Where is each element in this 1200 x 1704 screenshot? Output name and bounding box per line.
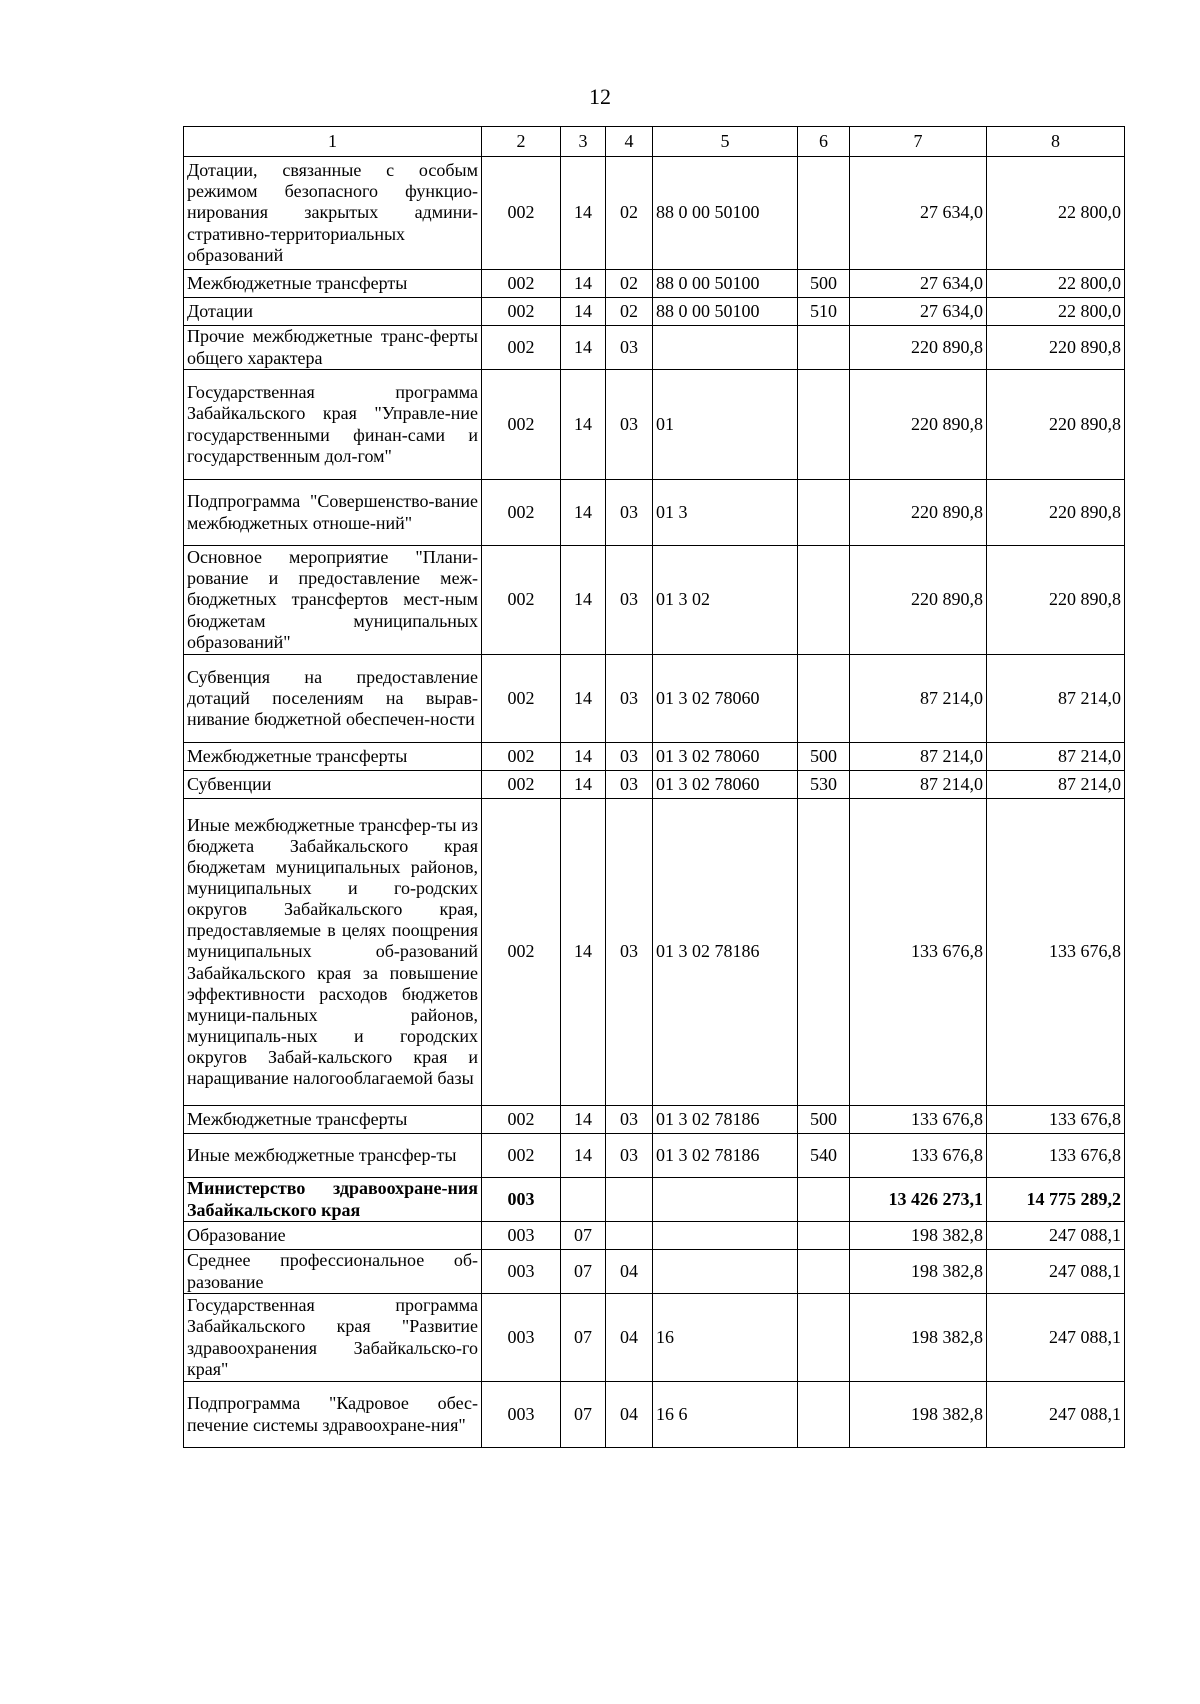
- target-article-cell: 88 0 00 50100: [653, 270, 798, 298]
- ministry-code-cell: 002: [482, 1106, 561, 1134]
- ministry-code-cell: 003: [482, 1178, 561, 1222]
- section-code-cell: 14: [561, 1134, 606, 1178]
- expense-type-cell: [798, 1294, 850, 1382]
- ministry-code-cell: 002: [482, 270, 561, 298]
- expense-type-cell: [798, 799, 850, 1106]
- expense-type-cell: [798, 157, 850, 270]
- expense-type-cell: [798, 370, 850, 480]
- section-code-cell: 07: [561, 1294, 606, 1382]
- expense-type-cell: 500: [798, 743, 850, 771]
- subsection-code-cell: 03: [606, 1134, 653, 1178]
- expense-type-cell: [798, 1250, 850, 1294]
- subsection-code-cell: 03: [606, 799, 653, 1106]
- row-name-cell: Подпрограмма "Кадровое обес-печение системы здравоохране-ния": [184, 1382, 482, 1448]
- section-code-cell: 14: [561, 157, 606, 270]
- amount-year2-cell: 87 214,0: [987, 771, 1125, 799]
- column-header: 5: [653, 127, 798, 157]
- table-row: [184, 1382, 1125, 1448]
- subsection-code-cell: 02: [606, 157, 653, 270]
- table-row: [184, 480, 1125, 546]
- table-row: [184, 1250, 1125, 1294]
- amount-year2-cell: 247 088,1: [987, 1250, 1125, 1294]
- table-row: [184, 1178, 1125, 1222]
- amount-year2-cell: 220 890,8: [987, 370, 1125, 480]
- amount-year2-cell: 14 775 289,2: [987, 1178, 1125, 1222]
- amount-year1-cell: 220 890,8: [850, 370, 987, 480]
- subsection-code-cell: 02: [606, 270, 653, 298]
- table-row: [184, 743, 1125, 771]
- expense-type-cell: [798, 546, 850, 655]
- expense-type-cell: 530: [798, 771, 850, 799]
- amount-year2-cell: 133 676,8: [987, 1134, 1125, 1178]
- expense-type-cell: [798, 1222, 850, 1250]
- row-name-cell: Субвенция на предоставление дотаций поселениям на вырав-нивание бюджетной обеспечен-ности: [184, 655, 482, 743]
- target-article-cell: 88 0 00 50100: [653, 298, 798, 326]
- row-name-cell: Основное мероприятие "Плани-рование и предоставление меж-бюджетных трансфертов мест-ным бюджетам муниципальных образований": [184, 546, 482, 655]
- target-article-cell: [653, 1250, 798, 1294]
- target-article-cell: 01 3 02 78186: [653, 1134, 798, 1178]
- section-code-cell: 07: [561, 1250, 606, 1294]
- amount-year2-cell: 87 214,0: [987, 743, 1125, 771]
- row-name-cell: Прочие межбюджетные транс-ферты общего характера: [184, 326, 482, 370]
- amount-year2-cell: 133 676,8: [987, 799, 1125, 1106]
- table-row: [184, 655, 1125, 743]
- amount-year2-cell: 133 676,8: [987, 1106, 1125, 1134]
- amount-year1-cell: 133 676,8: [850, 1134, 987, 1178]
- section-code-cell: 14: [561, 298, 606, 326]
- ministry-code-cell: 002: [482, 157, 561, 270]
- ministry-code-cell: 002: [482, 1134, 561, 1178]
- column-header: 4: [606, 127, 653, 157]
- target-article-cell: 16: [653, 1294, 798, 1382]
- section-code-cell: 14: [561, 771, 606, 799]
- row-name-cell: Министерство здравоохране-ния Забайкальского края: [184, 1178, 482, 1222]
- section-code-cell: 14: [561, 799, 606, 1106]
- table-row: [184, 799, 1125, 1106]
- expense-type-cell: [798, 480, 850, 546]
- row-name-cell: Дотации: [184, 298, 482, 326]
- row-name-cell: Образование: [184, 1222, 482, 1250]
- table-row: [184, 1106, 1125, 1134]
- subsection-code-cell: [606, 1222, 653, 1250]
- amount-year1-cell: 87 214,0: [850, 743, 987, 771]
- amount-year1-cell: 133 676,8: [850, 1106, 987, 1134]
- expense-type-cell: [798, 655, 850, 743]
- ministry-code-cell: 002: [482, 799, 561, 1106]
- expense-type-cell: 540: [798, 1134, 850, 1178]
- section-code-cell: [561, 1178, 606, 1222]
- ministry-code-cell: 002: [482, 370, 561, 480]
- page-number: 12: [589, 84, 611, 109]
- subsection-code-cell: 03: [606, 771, 653, 799]
- row-name-cell: Дотации, связанные с особым режимом безопасного функцио-нирования закрытых админи-стративно-территориальных образований: [184, 157, 482, 270]
- amount-year1-cell: 198 382,8: [850, 1222, 987, 1250]
- amount-year1-cell: 27 634,0: [850, 270, 987, 298]
- target-article-cell: [653, 326, 798, 370]
- amount-year1-cell: 87 214,0: [850, 655, 987, 743]
- subsection-code-cell: 03: [606, 743, 653, 771]
- row-name-cell: Государственная программа Забайкальского края "Развитие здравоохранения Забайкальско-го края": [184, 1294, 482, 1382]
- column-number-row: [184, 127, 1125, 157]
- ministry-code-cell: 003: [482, 1294, 561, 1382]
- table-row: [184, 1134, 1125, 1178]
- ministry-code-cell: 002: [482, 771, 561, 799]
- row-name-cell: Субвенции: [184, 771, 482, 799]
- amount-year1-cell: 220 890,8: [850, 326, 987, 370]
- column-header: 8: [987, 127, 1125, 157]
- amount-year1-cell: 220 890,8: [850, 546, 987, 655]
- ministry-code-cell: 002: [482, 480, 561, 546]
- table-row: [184, 1294, 1125, 1382]
- section-code-cell: 14: [561, 655, 606, 743]
- column-header: 1: [184, 127, 482, 157]
- expense-type-cell: 510: [798, 298, 850, 326]
- amount-year2-cell: 220 890,8: [987, 546, 1125, 655]
- ministry-code-cell: 003: [482, 1222, 561, 1250]
- table-row: [184, 157, 1125, 270]
- amount-year1-cell: 198 382,8: [850, 1382, 987, 1448]
- amount-year1-cell: 220 890,8: [850, 480, 987, 546]
- subsection-code-cell: 04: [606, 1382, 653, 1448]
- amount-year1-cell: 27 634,0: [850, 157, 987, 270]
- ministry-code-cell: 002: [482, 298, 561, 326]
- expense-type-cell: [798, 1382, 850, 1448]
- table-row: [184, 771, 1125, 799]
- expense-type-cell: [798, 1178, 850, 1222]
- subsection-code-cell: 03: [606, 546, 653, 655]
- table-row: [184, 326, 1125, 370]
- row-name-cell: Среднее профессиональное об-разование: [184, 1250, 482, 1294]
- amount-year2-cell: 22 800,0: [987, 270, 1125, 298]
- section-code-cell: 14: [561, 1106, 606, 1134]
- row-name-cell: Подпрограмма "Совершенство-вание межбюджетных отноше-ний": [184, 480, 482, 546]
- section-code-cell: 14: [561, 270, 606, 298]
- subsection-code-cell: [606, 1178, 653, 1222]
- row-name-cell: Межбюджетные трансферты: [184, 1106, 482, 1134]
- subsection-code-cell: 03: [606, 480, 653, 546]
- row-name-cell: Иные межбюджетные трансфер-ты: [184, 1134, 482, 1178]
- row-name-cell: Межбюджетные трансферты: [184, 270, 482, 298]
- subsection-code-cell: 02: [606, 298, 653, 326]
- ministry-code-cell: 003: [482, 1250, 561, 1294]
- target-article-cell: 01 3: [653, 480, 798, 546]
- amount-year1-cell: 87 214,0: [850, 771, 987, 799]
- target-article-cell: 01 3 02 78186: [653, 1106, 798, 1134]
- target-article-cell: 01 3 02: [653, 546, 798, 655]
- expense-type-cell: 500: [798, 1106, 850, 1134]
- target-article-cell: 01 3 02 78060: [653, 743, 798, 771]
- row-name-cell: Межбюджетные трансферты: [184, 743, 482, 771]
- amount-year2-cell: 247 088,1: [987, 1382, 1125, 1448]
- subsection-code-cell: 04: [606, 1250, 653, 1294]
- section-code-cell: 14: [561, 743, 606, 771]
- amount-year2-cell: 220 890,8: [987, 480, 1125, 546]
- ministry-code-cell: 002: [482, 655, 561, 743]
- amount-year1-cell: 13 426 273,1: [850, 1178, 987, 1222]
- amount-year2-cell: 247 088,1: [987, 1222, 1125, 1250]
- target-article-cell: 01: [653, 370, 798, 480]
- subsection-code-cell: 03: [606, 370, 653, 480]
- section-code-cell: 14: [561, 546, 606, 655]
- amount-year2-cell: 247 088,1: [987, 1294, 1125, 1382]
- column-header: 2: [482, 127, 561, 157]
- table-row: [184, 270, 1125, 298]
- ministry-code-cell: 002: [482, 546, 561, 655]
- section-code-cell: 07: [561, 1222, 606, 1250]
- target-article-cell: [653, 1178, 798, 1222]
- table-row: [184, 546, 1125, 655]
- amount-year1-cell: 198 382,8: [850, 1294, 987, 1382]
- column-header: 7: [850, 127, 987, 157]
- ministry-code-cell: 003: [482, 1382, 561, 1448]
- subsection-code-cell: 03: [606, 655, 653, 743]
- target-article-cell: 01 3 02 78186: [653, 799, 798, 1106]
- amount-year1-cell: 133 676,8: [850, 799, 987, 1106]
- table-row: [184, 1222, 1125, 1250]
- table-row: [184, 370, 1125, 480]
- row-name-cell: Иные межбюджетные трансфер-ты из бюджета Забайкальского края бюджетам муниципальных районов, муниципальных и го-родских округов Забайкальского края, предоставляемые в целях поощрения муниципальных об-разований Забайкальского края за повышение эффективности расходов бюджетов муници-пальных районов, муниципаль-ных и городских округов Забай-кальского края и наращивание налогооблагаемой базы: [184, 799, 482, 1106]
- ministry-code-cell: 002: [482, 326, 561, 370]
- expense-type-cell: 500: [798, 270, 850, 298]
- section-code-cell: 14: [561, 370, 606, 480]
- table-row: [184, 298, 1125, 326]
- amount-year2-cell: 220 890,8: [987, 326, 1125, 370]
- amount-year2-cell: 22 800,0: [987, 157, 1125, 270]
- target-article-cell: [653, 1222, 798, 1250]
- target-article-cell: 16 6: [653, 1382, 798, 1448]
- section-code-cell: 14: [561, 326, 606, 370]
- amount-year2-cell: 22 800,0: [987, 298, 1125, 326]
- expense-type-cell: [798, 326, 850, 370]
- subsection-code-cell: 03: [606, 326, 653, 370]
- amount-year1-cell: 198 382,8: [850, 1250, 987, 1294]
- subsection-code-cell: 04: [606, 1294, 653, 1382]
- column-header: 6: [798, 127, 850, 157]
- target-article-cell: 01 3 02 78060: [653, 771, 798, 799]
- row-name-cell: Государственная программа Забайкальского края "Управле-ние государственными финан-сами и государственным дол-гом": [184, 370, 482, 480]
- subsection-code-cell: 03: [606, 1106, 653, 1134]
- target-article-cell: 88 0 00 50100: [653, 157, 798, 270]
- section-code-cell: 14: [561, 480, 606, 546]
- section-code-cell: 07: [561, 1382, 606, 1448]
- amount-year2-cell: 87 214,0: [987, 655, 1125, 743]
- column-header: 3: [561, 127, 606, 157]
- amount-year1-cell: 27 634,0: [850, 298, 987, 326]
- target-article-cell: 01 3 02 78060: [653, 655, 798, 743]
- budget-table: [183, 126, 1125, 1448]
- ministry-code-cell: 002: [482, 743, 561, 771]
